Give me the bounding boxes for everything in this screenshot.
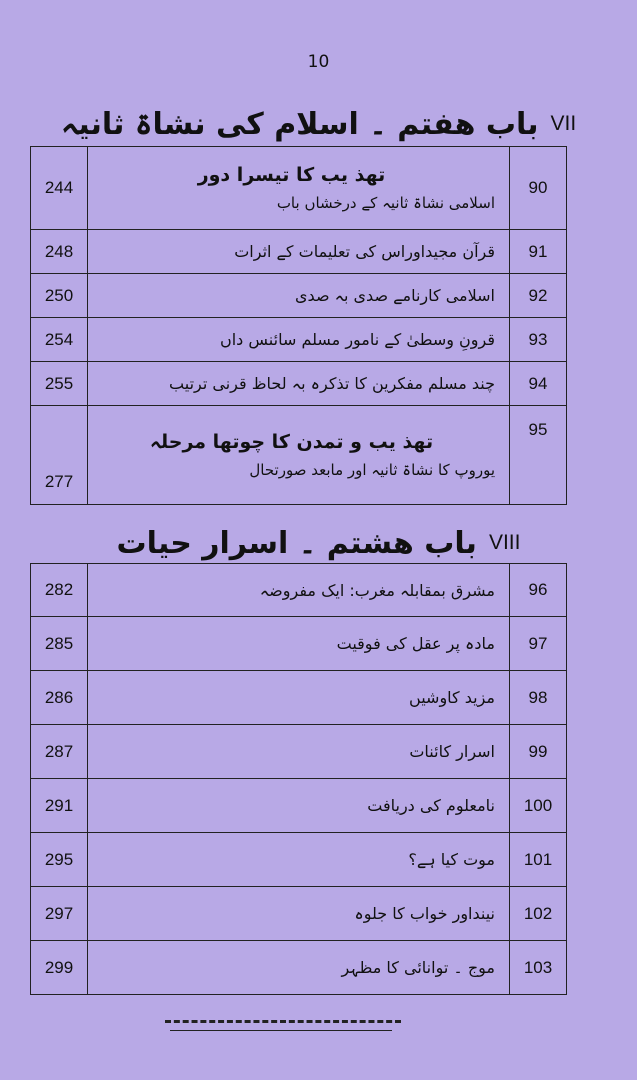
toc-serial: 94: [510, 362, 567, 406]
toc-row: [31, 941, 567, 995]
chapter-8-heading: [30, 522, 607, 564]
toc-row: [31, 833, 567, 887]
chapter-number: VIII: [488, 531, 521, 554]
toc-title: یوروپ کا نشاۃ ثانیہ اور مابعد صورتحال: [249, 461, 495, 479]
toc-page: 287: [31, 725, 88, 779]
toc-row: [31, 318, 567, 362]
toc-row: [31, 230, 567, 274]
toc-title: قرونِ وسطیٰ کے نامور مسلم سائنس داں: [88, 318, 510, 362]
toc-page: 299: [31, 941, 88, 995]
toc-row: [31, 887, 567, 941]
section-heading: تھذ یب کا تیسرا دور: [197, 164, 386, 186]
end-dashed-rule: [165, 1020, 401, 1023]
toc-title: اسلامی نشاۃ ثانیہ کے درخشاں باب: [276, 194, 495, 212]
end-underline-rule: [170, 1030, 392, 1031]
toc-row: [31, 147, 567, 230]
toc-page: 282: [31, 564, 88, 617]
toc-page: 291: [31, 779, 88, 833]
toc-serial: 99: [510, 725, 567, 779]
toc-row: [31, 725, 567, 779]
toc-title: چند مسلم مفکرین کا تذکرہ بہ لحاظ قرنی ترتیب: [88, 362, 510, 406]
toc-page: 255: [31, 362, 88, 406]
toc-serial: 102: [510, 887, 567, 941]
toc-row: [31, 671, 567, 725]
toc-serial: 96: [510, 564, 567, 617]
toc-serial: 91: [510, 230, 567, 274]
toc-serial: 97: [510, 617, 567, 671]
toc-row: [31, 564, 567, 617]
toc-serial: 93: [510, 318, 567, 362]
section-heading: تھذ یب و تمدن کا چوتھا مرحلہ: [149, 431, 434, 453]
toc-page: 286: [31, 671, 88, 725]
toc-page: 244: [31, 147, 88, 230]
toc-title: قرآن مجیداوراس کی تعلیمات کے اثرات: [88, 230, 510, 274]
toc-serial: 100: [510, 779, 567, 833]
toc-title: مادہ پر عقل کی فوقیت: [88, 617, 510, 671]
toc-title: مزید کاوشیں: [88, 671, 510, 725]
toc-entry: [88, 406, 510, 505]
chapter-7-heading: [30, 103, 607, 145]
toc-row: [31, 362, 567, 406]
toc-row: [31, 406, 567, 505]
chapter-title: باب ھشتم ۔ اسرار حیات: [116, 525, 477, 561]
toc-serial: 95: [510, 406, 567, 505]
toc-row: [31, 779, 567, 833]
toc-entry: [88, 147, 510, 230]
toc-serial: 103: [510, 941, 567, 995]
toc-title: نامعلوم کی دریافت: [88, 779, 510, 833]
toc-title: موج ۔ توانائی کا مظہر: [88, 941, 510, 995]
toc-row: [31, 617, 567, 671]
toc-page: 254: [31, 318, 88, 362]
toc-page: 297: [31, 887, 88, 941]
toc-page: 248: [31, 230, 88, 274]
toc-row: [31, 274, 567, 318]
toc-serial: 90: [510, 147, 567, 230]
toc-title: موت کیا ہے؟: [88, 833, 510, 887]
toc-title: نینداور خواب کا جلوہ: [88, 887, 510, 941]
toc-page: 285: [31, 617, 88, 671]
chapter-number: VII: [550, 112, 577, 135]
toc-page: 277: [31, 406, 88, 505]
page-number: 10: [307, 52, 330, 72]
toc-table-chapter-7: [30, 146, 567, 505]
toc-title: اسلامی کارنامے صدی بہ صدی: [88, 274, 510, 318]
toc-title: اسرار کائنات: [88, 725, 510, 779]
toc-serial: 101: [510, 833, 567, 887]
toc-title: مشرق بمقابلہ مغرب: ایک مفروضہ: [88, 564, 510, 617]
toc-serial: 98: [510, 671, 567, 725]
toc-page: 250: [31, 274, 88, 318]
toc-serial: 92: [510, 274, 567, 318]
chapter-title: باب هفتم ۔ اسلام کی نشاۃ ثانیہ: [60, 106, 539, 142]
toc-table-chapter-8: [30, 563, 567, 995]
toc-page: 295: [31, 833, 88, 887]
